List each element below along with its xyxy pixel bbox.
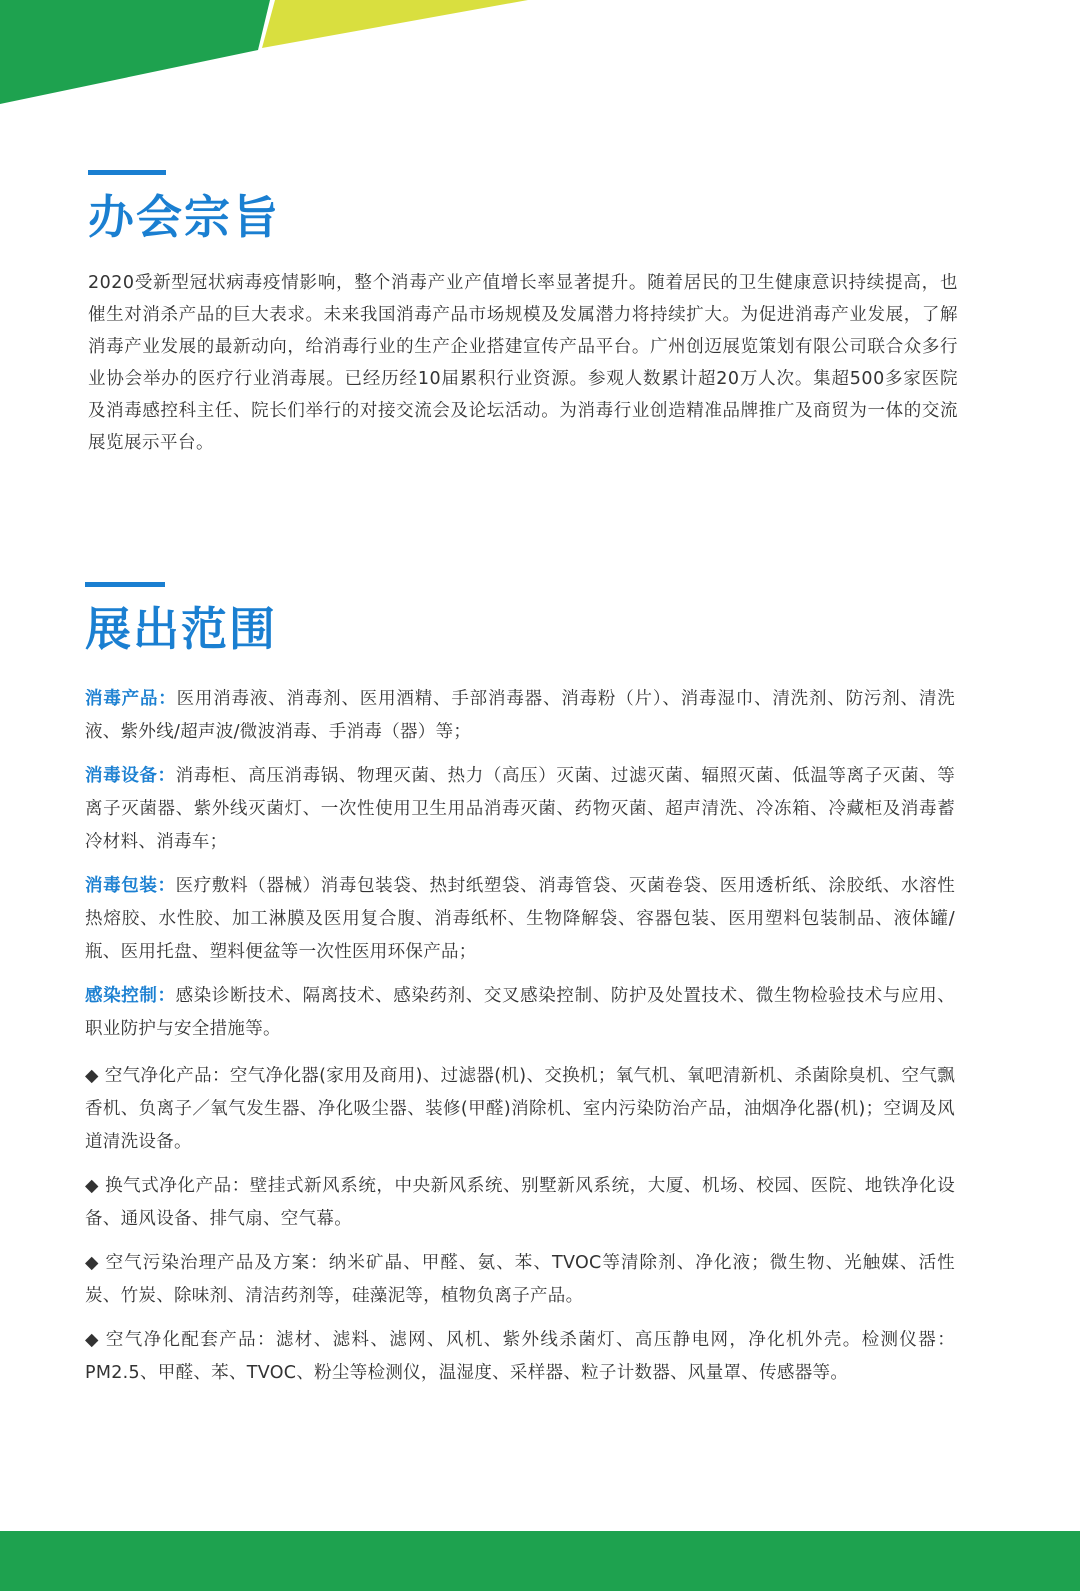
corner-decoration (0, 0, 560, 110)
bullet-text: 空气净化配套产品：滤材、滤料、滤网、风机、紫外线杀菌灯、高压静电网，净化机外壳。检测仪器：PM2.5、甲醛、苯、TVOC、粉尘等检测仪，温湿度、采样器、粒子计数器、风量罩、传感器等。 (85, 1330, 955, 1383)
purpose-section (88, 170, 958, 459)
bullet-ventilation (85, 1170, 955, 1236)
category-label: 消毒设备： (85, 766, 176, 786)
category-text: 感染诊断技术、隔离技术、感染药剂、交叉感染控制、防护及处置技术、微生物检验技术与应用、职业防护与安全措施等。 (85, 986, 956, 1039)
category-text: 消毒柜、高压消毒锅、物理灭菌、热力（高压）灭菌、过滤灭菌、辐照灭菌、低温等离子灭菌、等离子灭菌器、紫外线灭菌灯、一次性使用卫生用品消毒灭菌、药物灭菌、超声清洗、冷冻箱、冷藏柜及消毒蓄冷材料、消毒车； (85, 766, 956, 852)
bottom-green-bar (0, 1531, 1080, 1591)
diamond-bullet-icon: ◆ (85, 1176, 100, 1196)
scope-title: 展出范围 (85, 602, 277, 656)
category-text: 医疗敷料（器械）消毒包装袋、热封纸塑袋、消毒管袋、灭菌卷袋、医用透析纸、涂胶纸、水溶性热熔胶、水性胶、加工淋膜及医用复合腹、消毒纸杯、生物降解袋、容器包装、医用塑料包装制品、液体罐/瓶、医用托盘、塑料便盆等一次性医用环保产品； (85, 876, 956, 962)
purpose-body: 2020受新型冠状病毒疫情影响，整个消毒产业产值增长率显著提升。随着居民的卫生健康意识持续提高，也催生对消杀产品的巨大表求。未来我国消毒产品市场规模及发属潜力将持续扩大。为促进消毒产业发展，了解消毒产业发展的最新动向，给消毒行业的生产企业搭建宣传产品平台。广州创迈展览策划有限公司联合众多行业协会举办的医疗行业消毒展。已经历经10届累积行业资源。参观人数累计超20万人次。集超500多家医院及消毒感控科主任、院长们举行的对接交流会及论坛活动。为消毒行业创造精准品牌推广及商贸为一体的交流展览展示平台。 (88, 273, 958, 453)
yellow-stripe (262, 0, 528, 48)
diamond-bullet-icon: ◆ (85, 1253, 100, 1273)
bullet-text: 空气污染治理产品及方案：纳米矿晶、甲醛、氨、苯、TVOC等清除剂、净化液；微生物、光触媒、活性炭、竹炭、除味剂、清洁药剂等，硅藻泥等，植物负离子产品。 (85, 1253, 955, 1306)
bullet-text: 空气净化产品：空气净化器(家用及商用)、过滤器(机)、交换机；氧气机、氧吧清新机、杀菌除臭机、空气飘香机、负离子／氧气发生器、净化吸尘器、装修(甲醛)消除机、室内污染防治产品，油烟净化器(机)；空调及风道清洗设备。 (85, 1066, 955, 1152)
category-infection-control (85, 980, 955, 1046)
purpose-title: 办会宗旨 (88, 190, 280, 244)
category-label: 消毒产品： (85, 689, 177, 709)
diamond-bullet-icon: ◆ (85, 1066, 99, 1086)
diamond-bullet-icon: ◆ (85, 1330, 100, 1350)
scope-title-bar (85, 582, 165, 587)
category-disinfection-packaging (85, 870, 955, 969)
category-disinfection-equipment (85, 760, 955, 859)
category-text: 医用消毒液、消毒剂、医用酒精、手部消毒器、消毒粉（片）、消毒湿巾、清洗剂、防污剂、清洗液、紫外线/超声波/微波消毒、手消毒（器）等； (85, 689, 955, 742)
scope-section (85, 582, 955, 1401)
green-triangle (0, 0, 270, 104)
bullet-pollution-treatment (85, 1247, 955, 1313)
bullet-text: 换气式净化产品：壁挂式新风系统，中央新风系统、别墅新风系统，大厦、机场、校园、医院、地铁净化设备、通风设备、排气扇、空气幕。 (85, 1176, 955, 1229)
bullet-accessories (85, 1324, 955, 1390)
purpose-title-bar (88, 170, 166, 175)
category-label: 感染控制： (85, 986, 176, 1006)
category-label: 消毒包装： (85, 876, 176, 896)
bullet-air-purification (85, 1060, 955, 1159)
category-disinfection-products (85, 683, 955, 749)
